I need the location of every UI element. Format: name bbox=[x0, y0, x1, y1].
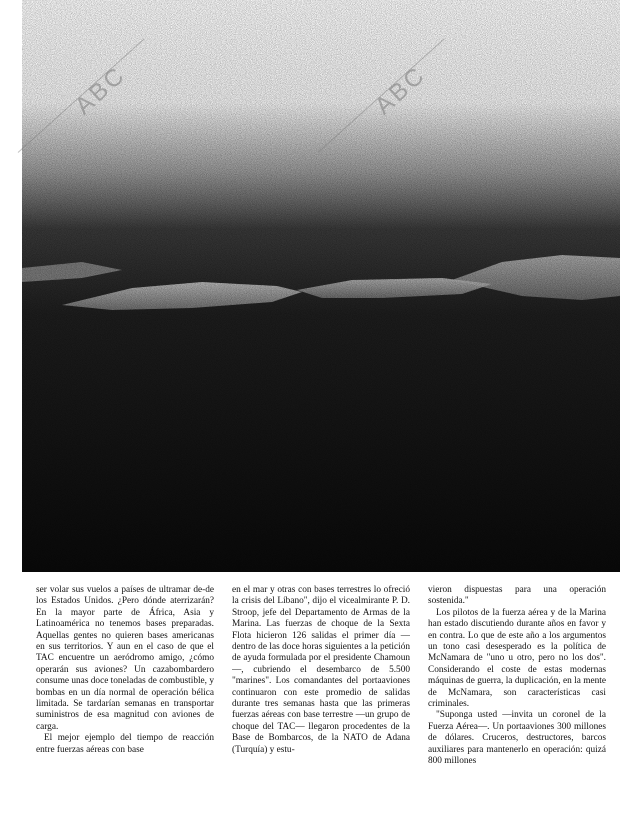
article-column-1 bbox=[36, 585, 214, 803]
paragraph: vieron dispuestas para una operación sostenida." bbox=[428, 585, 606, 607]
paragraph: ser volar sus vuelos a países de ultramar de-de los Estados Unidos. ¿Pero dónde aterrizarán? En la mayor parte de África, Asia y Latinoamérica no tenemos bases preparadas. Aquellas gentes no quieren bases americanas en sus territorios. Y aun en el caso de que el TAC encuentre un aeródromo amigo, ¿cómo operarán sus aviones? Un cazabombardero consume unas doce toneladas de combustible, y bombas en un día normal de operación bélica limitada. Se tardarían semanas en transportar suministros de esa magnitud con aviones de carga. bbox=[36, 585, 214, 732]
paragraph: "Suponga usted —invita un coronel de la Fuerza Aérea—. Un portaaviones 300 millones de dólares. Cruceros, destructores, barcos auxiliares para mantenerlo en operación: quizá 800 millones bbox=[428, 710, 606, 767]
article-column-2 bbox=[232, 585, 410, 803]
watermark-abc-left: ABC bbox=[70, 60, 132, 121]
paragraph: Los pilotos de la fuerza aérea y de la Marina han estado discutiendo durante años en favor y en contra. Lo que de este año a los argumentos un tono casi desesperado es la política de McNamara de "uno u otro, pero no los dos". Considerando el coste de estas modernas máquinas de guerra, la duplicación, en la mente de McNamara, son características casi criminales. bbox=[428, 607, 606, 710]
paragraph: en el mar y otras con bases terrestres lo ofreció la crisis del Líbano", dijo el vicealmirante P. D. Stroop, jefe del Departamento de Armas de la Marina. Las fuerzas de choque de la Sexta Flota hicieron 126 salidas el primer día —dentro de las doce horas siguientes a la petición de ayuda formulada por el presidente Chamoun—, cubriendo el desembarco de 5.500 "marines". Los comandantes del portaaviones continuaron con este promedio de salidas durante tres semanas hasta que las primeras fuerzas aéreas con base terrestre —un grupo de choque del TAC— llegaron procedentes de la Base de Bombarcos, de la NATO de Adana (Turquía) y estu- bbox=[232, 585, 410, 755]
article-columns bbox=[36, 585, 606, 803]
paragraph: El mejor ejemplo del tiempo de reacción entre fuerzas aéreas con base bbox=[36, 733, 214, 755]
article-column-3 bbox=[428, 585, 606, 803]
watermark-abc-right: ABC bbox=[370, 60, 432, 121]
